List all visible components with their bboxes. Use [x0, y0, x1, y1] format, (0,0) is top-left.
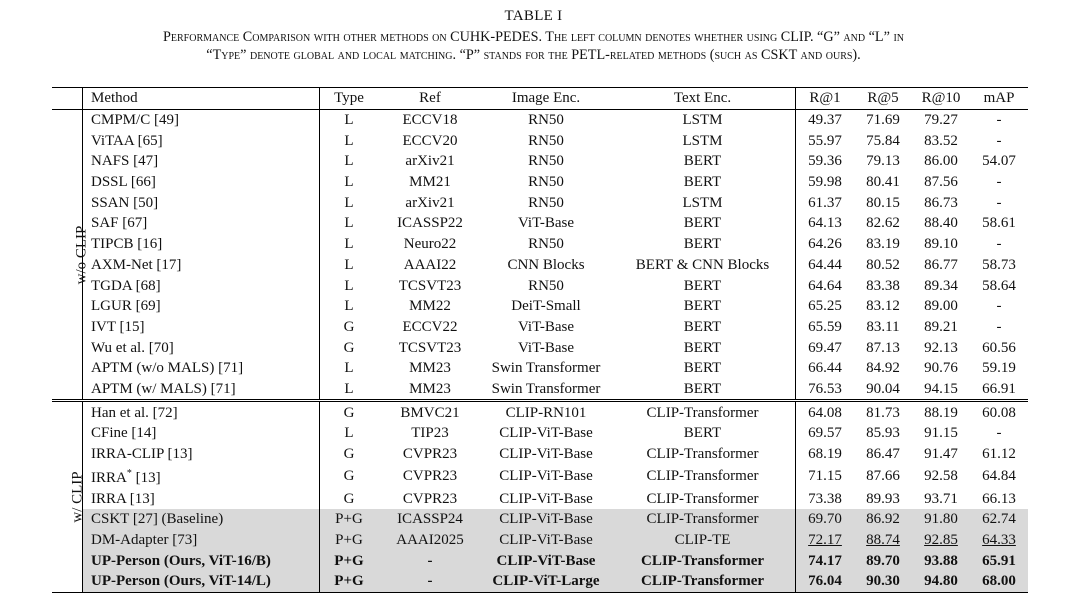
cell-r10: 87.56: [924, 174, 958, 191]
cell-method: DM-Adapter [73]: [83, 530, 320, 551]
cell-r1: 61.37: [808, 194, 842, 211]
cell-text-enc: BERT: [610, 296, 796, 317]
cell-r10: 83.52: [924, 132, 958, 149]
cell-image-enc: Swin Transformer: [482, 379, 610, 401]
cell-method: ViTAA [65]: [83, 130, 320, 151]
table-row: [52, 509, 1028, 530]
cell-map: 64.33: [970, 530, 1028, 551]
cell-image-enc: RN50: [528, 174, 564, 191]
cell-r10: 89.10: [924, 236, 958, 253]
cell-map: 65.91: [970, 550, 1028, 571]
cell-r5: 80.52: [866, 256, 900, 273]
cell-r1: 59.36: [808, 153, 842, 170]
cell-text-enc: CLIP-Transformer: [610, 488, 796, 509]
cell-image-enc: CLIP-RN101: [482, 401, 610, 423]
cell-map: 62.74: [970, 509, 1028, 530]
cell-text-enc: BERT: [610, 423, 796, 444]
cell-r1: 49.37: [808, 112, 842, 129]
cell-text-enc: LSTM: [610, 109, 796, 130]
cell-r1: 65.59: [808, 318, 842, 335]
cell-map: 66.13: [982, 490, 1016, 507]
cell-image-enc: CLIP-ViT-Base: [499, 425, 593, 442]
cell-image-enc: CNN Blocks: [507, 256, 585, 273]
cell-ref: AAAI22: [403, 256, 457, 273]
cell-ref: TCSVT23: [398, 277, 462, 294]
performance-comparison-table: [52, 87, 1028, 593]
cell-r1: 69.57: [808, 425, 842, 442]
table-row: [52, 172, 1028, 193]
cell-r5: 81.73: [854, 401, 912, 423]
group-label-cell: [52, 401, 86, 593]
cell-r5: 75.84: [866, 132, 900, 149]
cell-type: G: [343, 339, 355, 356]
cell-method: Wu et al. [70]: [83, 337, 320, 358]
table-row: [52, 296, 1028, 317]
cell-r10: 92.58: [924, 468, 958, 485]
cell-r1: 69.70: [796, 509, 855, 530]
cell-ref: ECCV20: [402, 132, 458, 149]
header-type: Type: [320, 88, 379, 110]
cell-image-enc: RN50: [528, 132, 564, 149]
cell-map: 60.56: [982, 339, 1016, 356]
header-method: Method: [83, 88, 320, 110]
cell-text-enc: BERT: [610, 213, 796, 234]
cell-map: 58.64: [982, 277, 1016, 294]
cell-r1: 55.97: [808, 132, 842, 149]
cell-image-enc: CLIP-ViT-Base: [482, 550, 610, 571]
cell-type: L: [344, 132, 354, 149]
cell-r5: 80.15: [866, 194, 900, 211]
cell-text-enc: CLIP-Transformer: [610, 550, 796, 571]
cell-ref: CVPR23: [402, 490, 458, 507]
cell-method: TGDA [68]: [83, 275, 320, 296]
cell-ref: ICASSP22: [397, 215, 463, 232]
table-row: [52, 379, 1028, 401]
group-label: w/ CLIP: [69, 471, 86, 523]
cell-r1: 74.17: [796, 550, 855, 571]
header-r10: R@10: [912, 88, 970, 110]
cell-type: L: [344, 256, 354, 273]
table-caption-line-1: Performance Comparison with other methods on CUHK-PEDES. The left column denotes whether using CLIP. “G” and “L” in: [163, 29, 904, 45]
cell-r5: 90.04: [854, 379, 912, 401]
table-row: [52, 234, 1028, 255]
cell-map: 64.84: [982, 468, 1016, 485]
cell-map: 60.08: [970, 401, 1028, 423]
cell-r10: 92.85: [912, 530, 970, 551]
cell-r5: 83.38: [866, 277, 900, 294]
cell-method: IRRA [13]: [83, 488, 320, 509]
cell-r10: 88.19: [912, 401, 970, 423]
cell-r1: 64.26: [808, 236, 842, 253]
table-header-row: [52, 88, 1028, 110]
table-row: [52, 464, 1028, 488]
cell-r10: 89.00: [924, 298, 958, 315]
cell-type: L: [344, 215, 354, 232]
cell-r10: 90.76: [924, 360, 958, 377]
cell-r5: 90.30: [854, 571, 912, 592]
cell-ref: MM21: [409, 174, 451, 191]
cell-image-enc: RN50: [528, 277, 564, 294]
table-row: [52, 401, 1028, 423]
cell-ref: BMVC21: [378, 401, 482, 423]
cell-r1: 69.47: [808, 339, 842, 356]
cell-r5: 86.47: [866, 446, 900, 463]
cell-method: NAFS [47]: [83, 151, 320, 172]
group-label: w/o CLIP: [73, 225, 90, 284]
table-row: [52, 130, 1028, 151]
cell-image-enc: CLIP-ViT-Large: [482, 571, 610, 592]
cell-image-enc: Swin Transformer: [491, 360, 601, 377]
cell-text-enc: LSTM: [610, 192, 796, 213]
cell-r1: 76.53: [796, 379, 855, 401]
cell-r10: 94.15: [912, 379, 970, 401]
table-row: [52, 337, 1028, 358]
cell-r1: 59.98: [808, 174, 842, 191]
cell-ref: Neuro22: [403, 236, 457, 253]
cell-ref: MM22: [409, 298, 451, 315]
cell-method: IVT [15]: [83, 317, 320, 338]
header-r1: R@1: [796, 88, 855, 110]
cell-method: TIPCB [16]: [83, 234, 320, 255]
cell-method: LGUR [69]: [83, 296, 320, 317]
cell-r10: 89.34: [924, 277, 958, 294]
cell-ref: arXiv21: [405, 194, 455, 211]
cell-map: 59.19: [982, 360, 1016, 377]
cell-r10: 91.15: [924, 425, 958, 442]
cell-ref: -: [378, 550, 482, 571]
cell-r5: 80.41: [866, 174, 900, 191]
cell-method: APTM (w/o MALS) [71]: [83, 358, 320, 379]
cell-r10: 93.88: [912, 550, 970, 571]
cell-r5: 89.93: [866, 490, 900, 507]
cell-image-enc: ViT-Base: [517, 215, 575, 232]
cell-image-enc: RN50: [528, 194, 564, 211]
cell-map: -: [996, 425, 1002, 442]
cell-r1: 66.44: [808, 360, 842, 377]
cell-ref: CVPR23: [402, 446, 458, 463]
cell-r5: 84.92: [866, 360, 900, 377]
cell-type: L: [344, 194, 354, 211]
cell-method: SSAN [50]: [83, 192, 320, 213]
cell-map: 58.73: [982, 256, 1016, 273]
cell-method: APTM (w/ MALS) [71]: [83, 379, 320, 401]
cell-r10: 91.47: [924, 446, 958, 463]
cell-r5: 85.93: [866, 425, 900, 442]
cell-r5: 87.13: [866, 339, 900, 356]
cell-map: 66.91: [970, 379, 1028, 401]
cell-image-enc: DeiT-Small: [511, 298, 581, 315]
cell-ref: TCSVT23: [398, 339, 462, 356]
cell-r10: 93.71: [924, 490, 958, 507]
cell-ref: ICASSP24: [378, 509, 482, 530]
table-row: [52, 530, 1028, 551]
cell-r5: 86.92: [854, 509, 912, 530]
cell-method: CSKT [27] (Baseline): [83, 509, 320, 530]
cell-r5: 79.13: [866, 153, 900, 170]
table-title: TABLE I: [504, 8, 563, 24]
cell-ref: TIP23: [411, 425, 449, 442]
cell-text-enc: CLIP-Transformer: [610, 464, 796, 488]
cell-map: -: [996, 194, 1002, 211]
cell-r5: 83.12: [866, 298, 900, 315]
cell-method: CMPM/C [49]: [83, 109, 320, 130]
cell-text-enc: BERT: [610, 275, 796, 296]
cell-type: G: [343, 490, 355, 507]
table-row: [52, 358, 1028, 379]
cell-type: L: [344, 112, 354, 129]
cell-ref: ECCV22: [402, 318, 458, 335]
cell-type: G: [343, 318, 355, 335]
table-row: [52, 151, 1028, 172]
cell-type: L: [344, 298, 354, 315]
cell-text-enc: CLIP-TE: [610, 530, 796, 551]
cell-r5: 83.19: [866, 236, 900, 253]
cell-type: G: [320, 401, 379, 423]
cell-ref: CVPR23: [402, 468, 458, 485]
cell-r10: 86.77: [924, 256, 958, 273]
cell-text-enc: CLIP-Transformer: [610, 571, 796, 592]
cell-r1: 76.04: [796, 571, 855, 592]
table-row: [52, 571, 1028, 592]
cell-r5: 87.66: [866, 468, 900, 485]
cell-r10: 79.27: [924, 112, 958, 129]
cell-type: L: [320, 379, 379, 401]
table-caption-line-2: “Type” denote global and local matching. “P” stands for the PETL-related methods (such as CSKT and ours).: [206, 47, 861, 63]
table-row: [52, 423, 1028, 444]
cell-r5: 71.69: [866, 112, 900, 129]
cell-type: L: [344, 277, 354, 294]
cell-text-enc: BERT: [610, 317, 796, 338]
cell-text-enc: LSTM: [610, 130, 796, 151]
cell-image-enc: CLIP-ViT-Base: [499, 446, 593, 463]
cell-r10: 89.21: [924, 318, 958, 335]
table-row: [52, 213, 1028, 234]
cell-method: IRRA-CLIP [13]: [83, 444, 320, 465]
cell-type: L: [344, 236, 354, 253]
cell-type: P+G: [320, 509, 379, 530]
cell-text-enc: BERT & CNN Blocks: [610, 255, 796, 276]
cell-map: -: [996, 112, 1002, 129]
cell-r5: 82.62: [866, 215, 900, 232]
cell-r5: 88.74: [854, 530, 912, 551]
cell-image-enc: RN50: [528, 112, 564, 129]
cell-text-enc: CLIP-Transformer: [610, 509, 796, 530]
cell-r10: 88.40: [924, 215, 958, 232]
cell-map: 54.07: [982, 153, 1016, 170]
cell-r1: 64.44: [808, 256, 842, 273]
cell-method: Han et al. [72]: [83, 401, 320, 423]
cell-map: -: [996, 318, 1002, 335]
cell-r1: 71.15: [808, 468, 842, 485]
cell-text-enc: CLIP-Transformer: [610, 401, 796, 423]
cell-ref: MM23: [378, 379, 482, 401]
table-row: [52, 192, 1028, 213]
cell-r10: 86.00: [924, 153, 958, 170]
cell-r10: 94.80: [912, 571, 970, 592]
cell-type: L: [344, 360, 354, 377]
cell-image-enc: CLIP-ViT-Base: [499, 490, 593, 507]
cell-r1: 68.19: [808, 446, 842, 463]
cell-r10: 91.80: [912, 509, 970, 530]
cell-ref: -: [378, 571, 482, 592]
cell-text-enc: BERT: [610, 337, 796, 358]
table-row: [52, 317, 1028, 338]
table-row: [52, 255, 1028, 276]
table-row: [52, 109, 1028, 130]
cell-method: UP-Person (Ours, ViT-16/B): [83, 550, 320, 571]
cell-map: 68.00: [970, 571, 1028, 592]
cell-ref: arXiv21: [405, 153, 455, 170]
header-image-enc: Image Enc.: [482, 88, 610, 110]
cell-image-enc: ViT-Base: [517, 318, 575, 335]
cell-method: DSSL [66]: [83, 172, 320, 193]
cell-type: L: [344, 153, 354, 170]
cell-r1: 65.25: [808, 298, 842, 315]
table-row: [52, 488, 1028, 509]
cell-text-enc: BERT: [610, 151, 796, 172]
cell-image-enc: RN50: [528, 236, 564, 253]
cell-map: 61.12: [982, 446, 1016, 463]
cell-r1: 64.08: [796, 401, 855, 423]
cell-map: -: [996, 298, 1002, 315]
cell-type: P+G: [320, 571, 379, 592]
cell-r5: 83.11: [866, 318, 900, 335]
cell-type: L: [344, 425, 354, 442]
cell-type: G: [343, 446, 355, 463]
cell-method: CFine [14]: [83, 423, 320, 444]
cell-r1: 72.17: [796, 530, 855, 551]
cell-type: P+G: [320, 530, 379, 551]
cell-map: -: [996, 174, 1002, 191]
cell-ref: AAAI2025: [378, 530, 482, 551]
cell-text-enc: BERT: [610, 358, 796, 379]
table-row: [52, 550, 1028, 571]
cell-map: 58.61: [982, 215, 1016, 232]
cell-type: L: [344, 174, 354, 191]
table-row: [52, 275, 1028, 296]
header-group-cell: [52, 88, 83, 110]
cell-image-enc: CLIP-ViT-Base: [482, 509, 610, 530]
cell-method: IRRA* [13]: [83, 464, 320, 488]
cell-method: UP-Person (Ours, ViT-14/L): [83, 571, 320, 592]
cell-ref: ECCV18: [402, 112, 458, 129]
table-row: [52, 444, 1028, 465]
cell-r1: 64.64: [808, 277, 842, 294]
cell-type: P+G: [320, 550, 379, 571]
cell-method: AXM-Net [17]: [83, 255, 320, 276]
cell-r5: 89.70: [854, 550, 912, 571]
cell-map: -: [996, 236, 1002, 253]
cell-ref: MM23: [409, 360, 451, 377]
cell-text-enc: BERT: [610, 172, 796, 193]
cell-text-enc: CLIP-Transformer: [610, 444, 796, 465]
cell-r10: 92.13: [924, 339, 958, 356]
cell-image-enc: ViT-Base: [517, 339, 575, 356]
header-r5: R@5: [854, 88, 912, 110]
cell-method: SAF [67]: [83, 213, 320, 234]
cell-map: -: [996, 132, 1002, 149]
group-label-cell: [52, 109, 90, 401]
cell-r1: 64.13: [808, 215, 842, 232]
header-text-enc: Text Enc.: [610, 88, 796, 110]
cell-image-enc: CLIP-ViT-Base: [499, 468, 593, 485]
cell-r10: 86.73: [924, 194, 958, 211]
header-ref: Ref: [378, 88, 482, 110]
cell-text-enc: BERT: [610, 234, 796, 255]
cell-image-enc: RN50: [528, 153, 564, 170]
cell-r1: 73.38: [808, 490, 842, 507]
cell-text-enc: BERT: [610, 379, 796, 401]
cell-image-enc: CLIP-ViT-Base: [482, 530, 610, 551]
header-map: mAP: [970, 88, 1028, 110]
cell-type: G: [343, 468, 355, 485]
